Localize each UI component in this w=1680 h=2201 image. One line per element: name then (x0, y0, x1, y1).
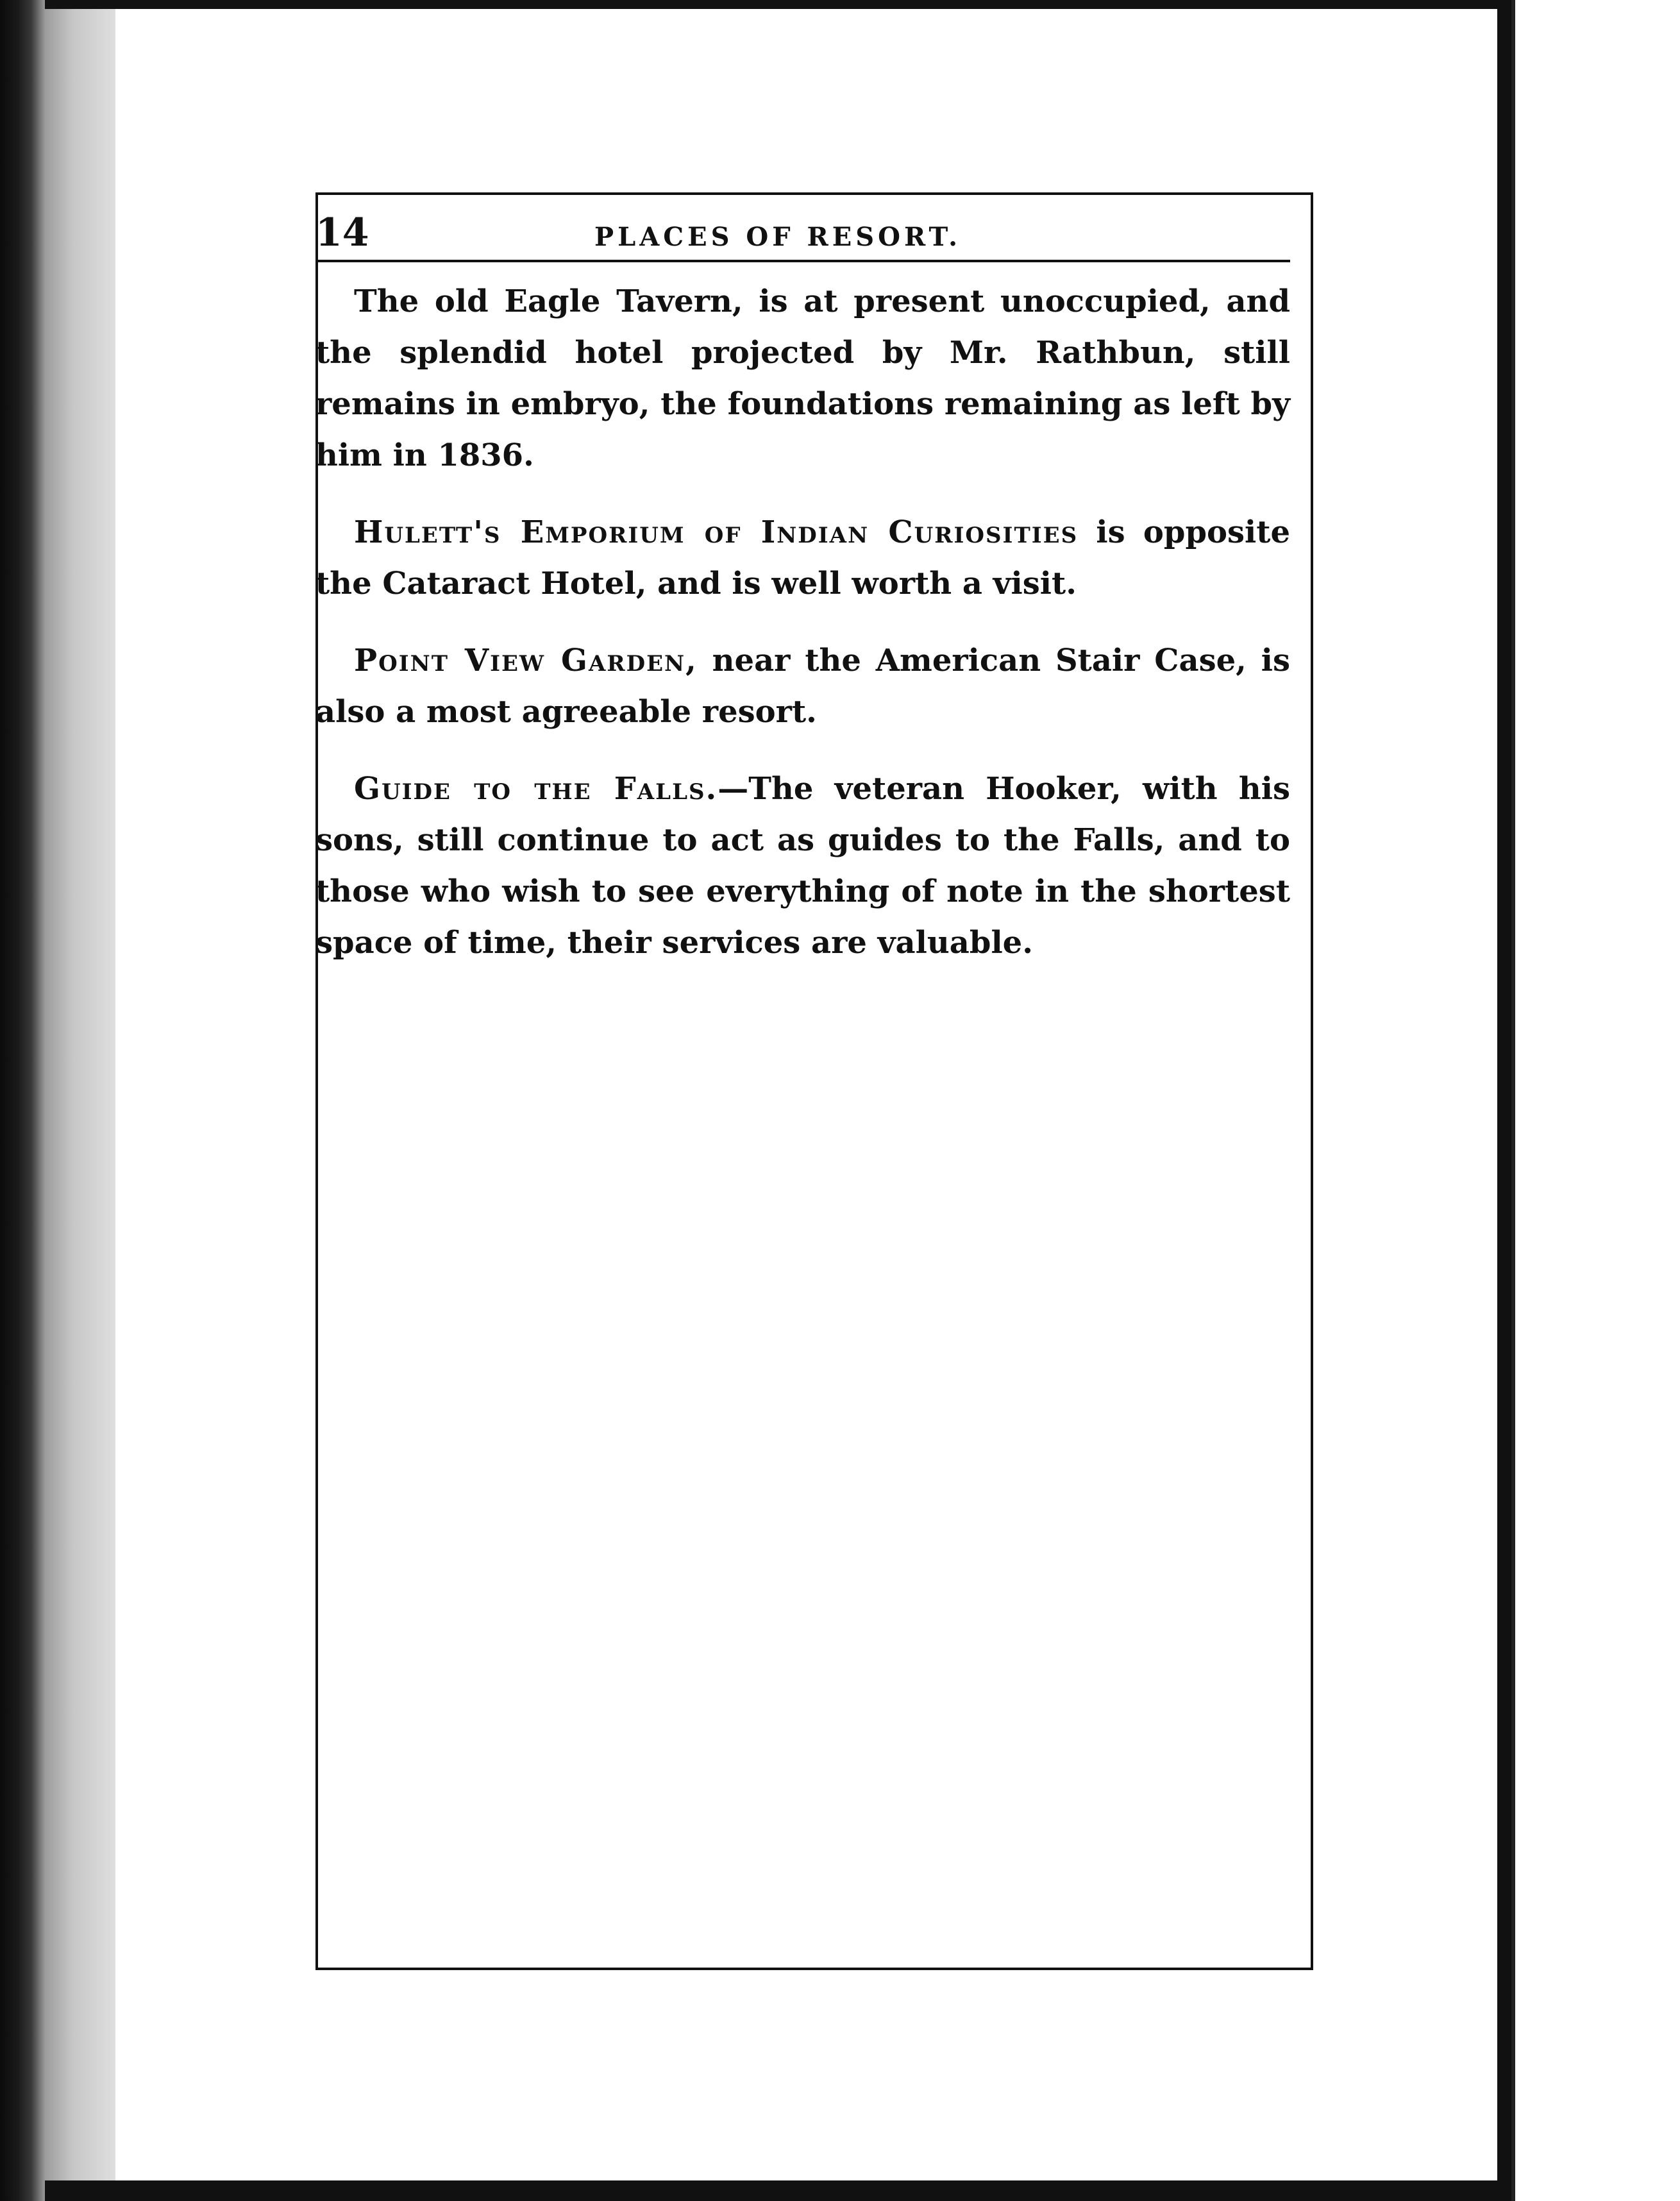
running-head: PLACES OF RESORT. (594, 222, 962, 252)
paragraph-guide-to-falls (315, 763, 1290, 968)
paragraph-text: near the American Stair Case, is also a most agreeable resort. (315, 643, 1290, 730)
scan-right-edge (1497, 0, 1511, 2201)
paragraph-lead: Point View Garden, (354, 643, 698, 679)
body-text (315, 276, 1290, 968)
page-header (315, 204, 1290, 262)
paragraph-huletts-emporium (315, 507, 1290, 609)
scan-top-edge (45, 0, 1497, 9)
adjacent-page (1511, 0, 1680, 2201)
page-number: 14 (315, 210, 369, 255)
paragraph-lead: Hulett's Emporium of Indian Curiosities (354, 514, 1079, 550)
paragraph-text: —The veteran Hooker, with his sons, still continue to act as guides to the Falls, and to those who wish to see everything of note in the shortest space of time, their services are valuable. (315, 771, 1291, 961)
paragraph-point-view-garden (315, 635, 1290, 738)
page-gutter (45, 0, 115, 2201)
paragraph-lead: Guide to the Falls. (354, 771, 718, 807)
book-binding-shadow (0, 0, 45, 2201)
header-rule (315, 260, 1290, 262)
paragraph-text: The old Eagle Tavern, is at present unoccupied, and the splendid hotel projected by Mr. Rathbun, still remains in embryo, the foundations remaining as left by him in 1836. (315, 283, 1290, 473)
paragraph-text: is opposite the Cataract Hotel, and is well worth a visit. (315, 514, 1290, 602)
paragraph-eagle-tavern (315, 276, 1290, 481)
scan-bottom-edge (45, 2180, 1497, 2201)
